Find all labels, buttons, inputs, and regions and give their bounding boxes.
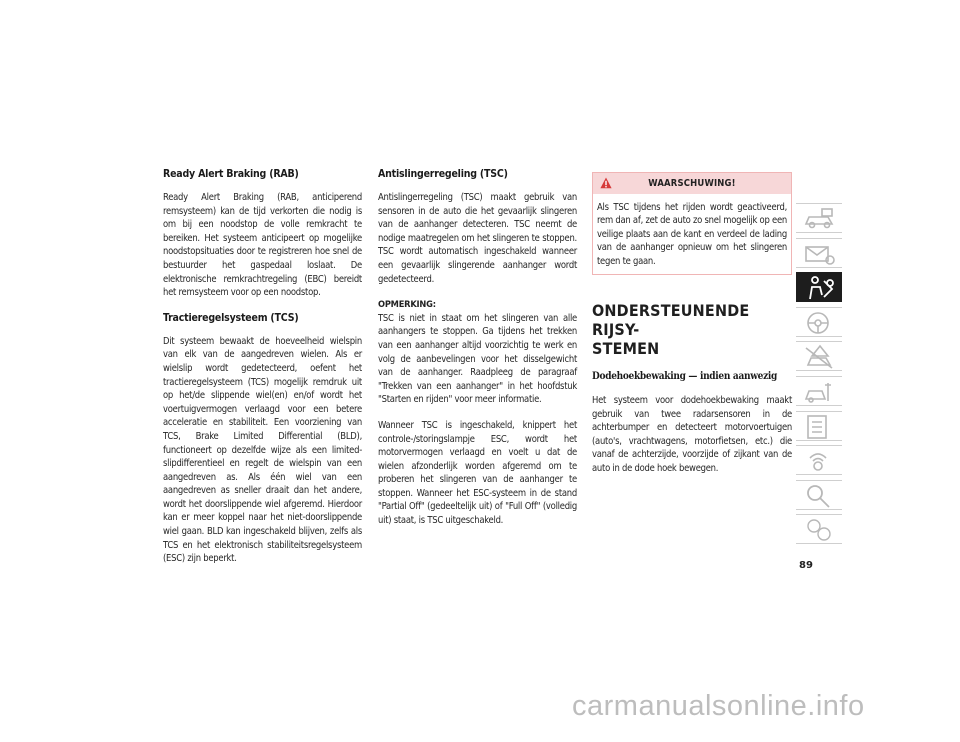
tcs-heading: Tractieregelsysteem (TCS)	[163, 311, 299, 324]
tab-index[interactable]	[796, 480, 842, 510]
warning-box	[592, 172, 792, 275]
tab-service[interactable]	[796, 376, 842, 406]
tsc-paragraph: Antislingerregeling (TSC) maakt gebruik van sensoren in de auto die het gevaarlijk slingeren van de aanhanger detecteren. TSC neemt de nodige maatregelen om het slingeren te stoppen. TSC wordt automatisch ingeschakeld wanneer een gevaarlijk slingerende aanhanger wordt gedetecteerd.	[378, 192, 577, 285]
tab-instrument-panel[interactable]	[796, 238, 842, 268]
tsc-heading: Antislingerregeling (TSC)	[378, 168, 508, 180]
warning-car-icon	[802, 344, 838, 370]
instrument-panel-icon	[802, 241, 838, 267]
index-search-icon	[802, 483, 838, 509]
note-paragraph: TSC is niet in staat om het slingeren van alle aanhangers te stoppen. Ga tijdens het trekken van een aanhanger altijd voorzichtig te werk en volg de aanbevelingen voor het disselgewicht van de aanhanger. Raadpleeg de paragraaf "Trekken van een aanhanger" in het hoofdstuk "Starten en rijden" voor meer informatie.	[378, 312, 577, 406]
tab-multimedia[interactable]	[796, 445, 842, 475]
tab-driving[interactable]	[796, 307, 842, 337]
tcs-paragraph: Dit systeem bewaakt de hoeveelheid wielspin van elk van de aangedreven wielen. Als er wielslip wordt gedetecteerd, oefent het tractieregelsysteem (TCS) mogelijk remdruk uit op het/de slippende wiel(en) en/of wordt het voertuigvermogen verlaagd voor een betere acceleratie en stabiliteit. Een voorziening van TCS, Brake Limited Differential (BLD), functioneert op dezelfde wijze als een limited-slipdifferentieel en regelt de wielspin van een aangedreven as. Als één wiel van een aangedreven as sneller draait dan het andere, wordt het doorslippende wiel afgeremd. Hierdoor kan er meer koppel naar het niet-doorslippende wiel gaan. BLD kan ingeschakeld blijven, zelfs als TCS en het elektronisch stabiliteitsregelsysteem (ESC) zijn beperkt.	[163, 335, 362, 565]
languages-icon	[802, 517, 838, 543]
bsm-heading: Dodehoekbewaking — indien aanwezig	[592, 371, 777, 383]
safety-airbag-icon	[802, 275, 838, 301]
note-block	[378, 298, 577, 407]
column-left	[163, 168, 362, 578]
section-title-line-1: ONDERSTEUNENDE RIJSY-	[592, 301, 750, 340]
car-info-icon	[802, 206, 838, 232]
chapter-tabs	[796, 203, 842, 549]
maintenance-checklist-icon	[802, 414, 838, 440]
warning-header	[593, 173, 791, 194]
warning-text: Als TSC tijdens het rijden wordt geactiveerd, rem dan af, zet de auto zo snel mogelijk op een veilige plaats aan de kant en verdeel de lading van de aanhanger opnieuw om het slingeren tegen te gaan.	[597, 202, 787, 267]
column-right	[592, 168, 792, 488]
car-service-icon	[802, 379, 838, 405]
tab-safety[interactable]	[796, 272, 842, 302]
page-number: 89	[799, 560, 813, 571]
note-label: OPMERKING:	[378, 299, 436, 311]
section-title	[592, 301, 792, 358]
tab-emergency[interactable]	[796, 341, 842, 371]
tab-languages[interactable]	[796, 514, 842, 544]
watermark-text: carmanualsonline.info	[572, 690, 865, 722]
tsc-paragraph-2: Wanneer TSC is ingeschakeld, knippert het controle-/storingslampje ESC, wordt het motorvermogen verlaagd en voelt u dat de wielen afzonderlijk worden afgeremd om te proberen het slingeren van de aanhanger te stoppen. Wanneer het ESC-systeem in de stand "Partial Off" (gedeeltelijk uit) of "Full Off" (volledig uit) staat, is TSC uitgeschakeld.	[378, 419, 577, 527]
warning-title: WAARSCHUWING!	[648, 178, 736, 189]
tab-maintenance[interactable]	[796, 411, 842, 441]
rab-paragraph: Ready Alert Braking (RAB, anticiperend remsysteem) kan de tijd verkorten die nodig is om bij een noodstop de volle remkracht te bereiken. Het systeem anticipeert op mogelijke noodstopsituaties door te registreren hoe snel de bestuurder het gaspedaal loslaat. De elektronische remkrachtregeling (EBC) bereidt het remsysteem voor op een noodstop.	[163, 192, 362, 299]
bsm-paragraph: Het systeem voor dodehoekbewaking maakt gebruik van twee radarsensoren in de achterbumper en detecteert motorvoertuigen (auto's, vrachtwagens, motorfietsen, etc.) die vanaf de achterzijde, voorzijde of zijkant van de auto in de dode hoek bewegen.	[592, 395, 792, 474]
section-title-line-2: STEMEN	[592, 339, 660, 359]
column-middle	[378, 168, 577, 540]
rab-heading: Ready Alert Braking (RAB)	[163, 168, 299, 180]
warning-triangle-icon	[600, 177, 612, 189]
tab-car-info[interactable]	[796, 203, 842, 233]
steering-wheel-icon	[802, 310, 838, 336]
multimedia-icon	[802, 448, 838, 474]
